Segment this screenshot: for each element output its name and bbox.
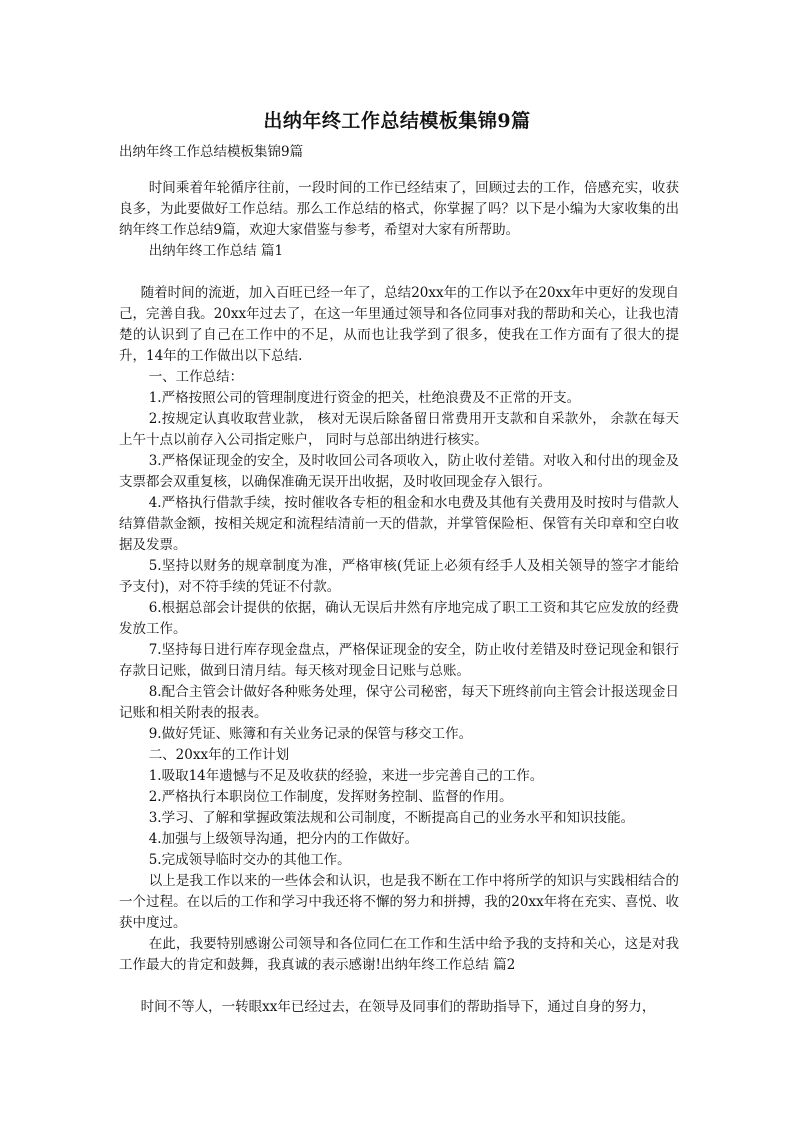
list-item: 4.严格执行借款手续，按时催收各专柜的租金和水电费及其他有关费用及时按时与借款人结算借款金额，按相关规定和流程结清前一天的借款，并掌管保险柜、保管有关印章和空白收据及发票。: [119, 495, 679, 553]
list-item: 8.配合主管会计做好各种账务处理，保守公司秘密，每天下班终前向主管会计报送现金日记账和相关附表的报表。: [119, 684, 679, 721]
section-intro-paragraph: 随着时间的流逝，加入百旺已经一年了，总结20xx年的工作以予在20xx年中更好的发现自己，完善自我。20xx年过去了，在这一年里通过领导和各位同事对我的帮助和关心，让我也清楚的认识到了自己在工作中的不足，从而也让我学到了很多，使我在工作方面有了很大的提升，14年的工作做出以下总结.: [119, 285, 679, 364]
plan-item: 5.完成领导临时交办的其他工作。: [148, 852, 351, 868]
section-intro-paragraph: 时间不等人，一转眼xx年已经过去，在领导及同事们的帮助指导下，通过自身的努力，: [140, 999, 656, 1015]
spacer: [119, 262, 679, 283]
intro-paragraph: 时间乘着年轮循序往前，一段时间的工作已经结束了，回顾过去的工作，倍感充实，收获良多，为此要做好工作总结。那么工作总结的格式，你掌握了吗？以下是小编为大家收集的出纳年终工作总结9篇，欢迎大家借鉴与参考，希望对大家有所帮助。: [119, 180, 679, 238]
list-item: 1.严格按照公司的管理制度进行资金的把关，杜绝浪费及不正常的开支。: [148, 390, 581, 406]
plan-item: 4.加强与上级领导沟通，把分内的工作做好。: [148, 831, 419, 847]
plan-item: 3.学习、了解和掌握政策法规和公司制度，不断提高自己的业务水平和知识技能。: [148, 810, 635, 826]
list-item: 5.坚持以财务的规章制度为准，严格审核(凭证上必须有经手人及相关领导的签字才能给予支付)，对不符手续的凭证不付款。: [119, 558, 679, 595]
section-heading: 出纳年终工作总结 篇1: [148, 243, 284, 259]
plan-item: 1.吸取14年遗憾与不足及收获的经验，来进一步完善自己的工作。: [148, 768, 544, 784]
closing-paragraph: 在此，我要特别感谢公司领导和各位同仁在工作和生活中给予我的支持和关心，这是对我工作最大的肯定和鼓舞，我真诚的表示感谢!出纳年终工作总结 篇2: [119, 936, 679, 973]
part-heading: 二、20xx年的工作计划: [148, 747, 290, 763]
spacer: [119, 976, 679, 997]
list-item: 3.严格保证现金的安全，及时收回公司各项收入，防止收付差错。对收入和付出的现金及支票都会双重复核，以确保准确无误开出收据，及时收回现金存入银行。: [119, 453, 679, 490]
closing-paragraph: 以上是我工作以来的一些体会和认识，也是我不断在工作中将所学的知识与实践相结合的一个过程。在以后的工作和学习中我还将不懈的努力和拼搏，我的20xx年将在充实、喜悦、收获中度过。: [119, 873, 679, 931]
plan-item: 2.严格执行本职岗位工作制度，发挥财务控制、监督的作用。: [148, 789, 513, 805]
list-item: 2.按规定认真收取营业款， 核对无误后除备留日常费用开支款和自采款外， 余款在每天上午十点以前存入公司指定账户， 同时与总部出纳进行核实。: [119, 411, 679, 448]
document-subtitle: 出纳年终工作总结模板集锦9篇: [119, 144, 304, 160]
document-title: 出纳年终工作总结模板集锦9篇: [263, 110, 531, 132]
list-item: 7.坚持每日进行库存现金盘点，严格保证现金的安全，防止收付差错及时登记现金和银行存款日记账，做到日清月结。每天核对现金日记账与总账。: [119, 642, 679, 679]
list-item: 9.做好凭证、账簿和有关业务记录的保管与移交工作。: [148, 726, 473, 742]
part-heading: 一、工作总结：: [148, 369, 244, 385]
document-body: [119, 178, 679, 1018]
list-item: 6.根据总部会计提供的依据，确认无误后井然有序地完成了职工工资和其它应发放的经费发放工作。: [119, 600, 679, 637]
